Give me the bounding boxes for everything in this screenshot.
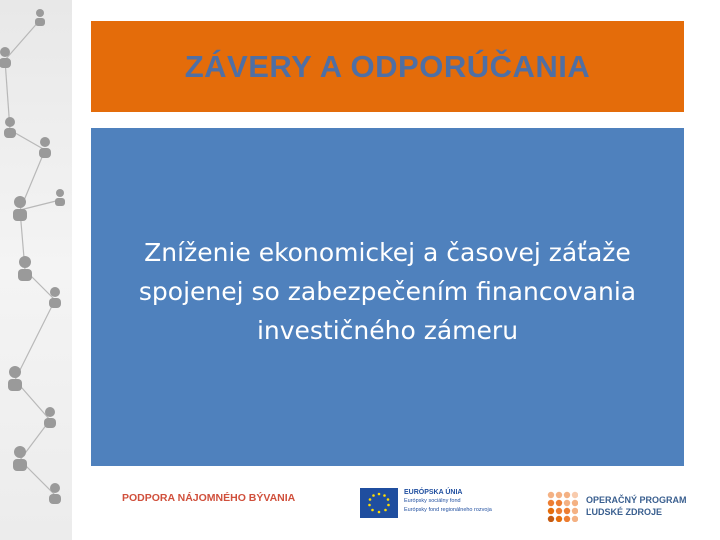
- op-logo-line1: OPERAČNÝ PROGRAM: [586, 495, 687, 505]
- content-box: [91, 128, 684, 466]
- op-dots-logo-icon: [546, 490, 578, 522]
- op-logo: [546, 490, 696, 522]
- eu-logo-line1: Európsky sociálny fond: [404, 498, 461, 504]
- title-bar: [91, 21, 684, 112]
- op-logo-line2: ĽUDSKÉ ZDROJE: [586, 507, 663, 517]
- slide-body-text: Zníženie ekonomickej a časovej záťaže spojenej so zabezpečením financovania investičného zámeru: [138, 237, 637, 345]
- eu-logo: [360, 488, 500, 520]
- eu-flag-icon: [360, 488, 398, 518]
- side-decoration: [0, 0, 72, 540]
- slide-title: ZÁVERY A ODPORÚČANIA: [184, 48, 591, 84]
- eu-logo-title: EURÓPSKA ÚNIA: [404, 489, 463, 496]
- people-network-icon: [0, 0, 72, 540]
- eu-logo-line2: Európsky fond regionálneho rozvoja: [404, 507, 492, 513]
- project-label: PODPORA NÁJOMNÉHO BÝVANIA: [122, 492, 296, 504]
